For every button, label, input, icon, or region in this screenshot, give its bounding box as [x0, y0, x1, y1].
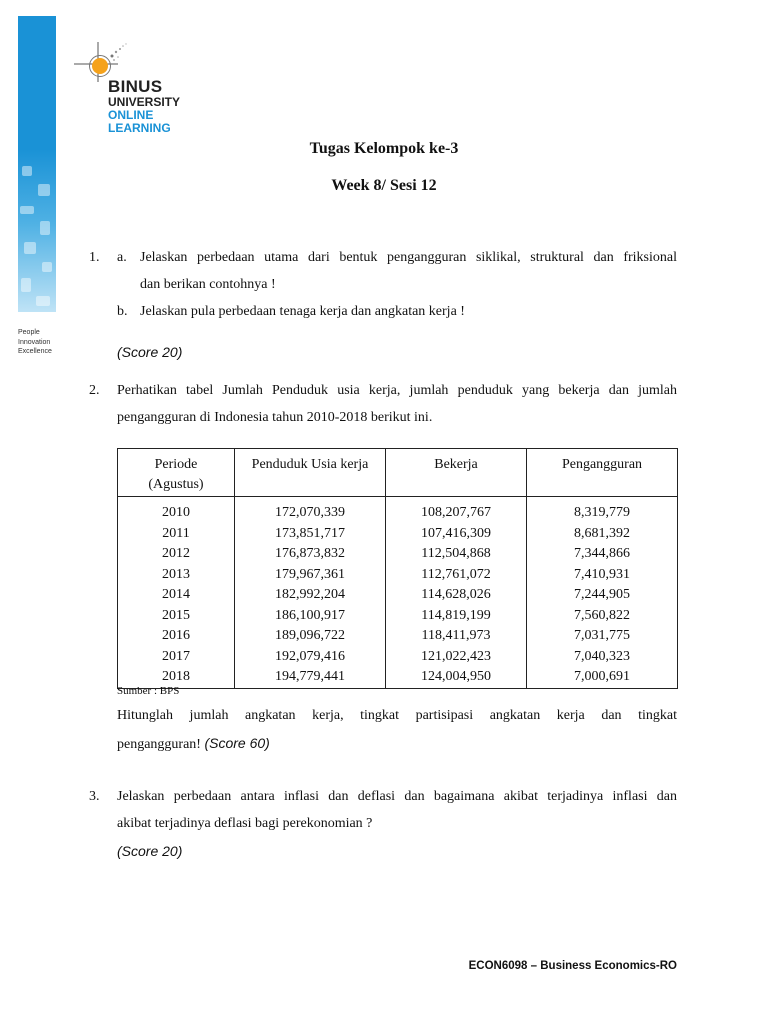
- tagline-excellence: Excellence: [18, 348, 52, 355]
- q3-number: 3.: [89, 789, 100, 804]
- logo-wordmark: [108, 78, 180, 135]
- table-row: [118, 626, 678, 647]
- cell-working-age: 173,851,717: [235, 524, 386, 545]
- table-row: [118, 647, 678, 668]
- cell-employed: 107,416,309: [386, 524, 527, 545]
- cell-working-age: 192,079,416: [235, 647, 386, 668]
- cell-employed: 118,411,973: [386, 626, 527, 647]
- tagline-innovation: Innovation: [18, 338, 51, 346]
- table-source: Sumber : BPS: [117, 685, 180, 697]
- col-header-penduduk: Penduduk Usia kerja: [235, 449, 386, 497]
- cell-unemployed: 7,560,822: [527, 606, 678, 627]
- col-header-periode: [118, 449, 235, 497]
- cell-working-age: 172,070,339: [235, 497, 386, 524]
- q1b-label: b.: [117, 304, 128, 319]
- col-header-bekerja: Bekerja: [386, 449, 527, 497]
- q1a-label: a.: [117, 250, 127, 265]
- cell-employed: 112,761,072: [386, 565, 527, 586]
- cell-year: 2011: [118, 524, 235, 545]
- table-row: [118, 585, 678, 606]
- col-header-periode-text: Periode (Agustus): [148, 457, 204, 492]
- cell-year: 2016: [118, 626, 235, 647]
- col-header-pengangguran: Pengangguran: [527, 449, 678, 497]
- document-title: Tugas Kelompok ke-3: [309, 140, 459, 157]
- cell-working-age: 186,100,917: [235, 606, 386, 627]
- cell-working-age: 176,873,832: [235, 544, 386, 565]
- table-row: [118, 524, 678, 545]
- cell-working-age: 179,967,361: [235, 565, 386, 586]
- logo-learning: LEARNING: [108, 121, 171, 135]
- cell-employed: 124,004,950: [386, 667, 527, 688]
- cell-unemployed: 7,040,323: [527, 647, 678, 668]
- cell-year: 2012: [118, 544, 235, 565]
- cell-working-age: 194,779,441: [235, 667, 386, 688]
- cell-year: 2015: [118, 606, 235, 627]
- table-row: [118, 606, 678, 627]
- q1a-line2: dan berikan contohnya !: [140, 277, 276, 292]
- cell-working-age: 182,992,204: [235, 585, 386, 606]
- q1a-line1: Jelaskan perbedaan utama dari bentuk pengangguran siklikal, struktural dan friksional: [140, 250, 677, 265]
- cell-year: 2018: [118, 667, 235, 688]
- cell-unemployed: 8,681,392: [527, 524, 678, 545]
- cell-employed: 114,628,026: [386, 585, 527, 606]
- table-header-row: [118, 449, 678, 497]
- sidebar-brand-band: [18, 16, 56, 312]
- cell-year: 2013: [118, 565, 235, 586]
- q2-score: (Score 60): [204, 735, 270, 751]
- q2-task-line2-wrap: [117, 729, 270, 759]
- logo-online: ONLINE: [108, 108, 154, 122]
- document-subtitle: Week 8/ Sesi 12: [331, 177, 437, 194]
- q1-score: (Score 20): [117, 344, 183, 360]
- q3-score: (Score 20): [117, 843, 183, 859]
- tagline: [18, 328, 78, 357]
- table-row: [118, 667, 678, 688]
- q3-line1: Jelaskan perbedaan antara inflasi dan deflasi dan bagaimana akibat terjadinya inflasi dan: [117, 789, 677, 804]
- q2-task-line2: pengangguran!: [117, 737, 201, 752]
- cell-unemployed: 7,031,775: [527, 626, 678, 647]
- cell-year: 2014: [118, 585, 235, 606]
- q2-intro-line1: Perhatikan tabel Jumlah Penduduk usia kerja, jumlah penduduk yang bekerja dan jumlah: [117, 383, 677, 398]
- table-row: [118, 565, 678, 586]
- cell-year: 2017: [118, 647, 235, 668]
- logo-binus: BINUS: [108, 77, 163, 96]
- cell-year: 2010: [118, 497, 235, 524]
- cell-unemployed: 7,244,905: [527, 585, 678, 606]
- q1b-text: Jelaskan pula perbedaan tenaga kerja dan angkatan kerja !: [140, 304, 465, 319]
- cell-employed: 108,207,767: [386, 497, 527, 524]
- table-row: [118, 497, 678, 524]
- tagline-people: People: [18, 329, 40, 336]
- cell-unemployed: 7,344,866: [527, 544, 678, 565]
- table-row: [118, 544, 678, 565]
- cell-unemployed: 8,319,779: [527, 497, 678, 524]
- q1-number: 1.: [89, 250, 100, 265]
- footer-course: ECON6098 – Business Economics-RO: [468, 960, 677, 972]
- cell-employed: 114,819,199: [386, 606, 527, 627]
- logo-university: UNIVERSITY: [108, 95, 181, 109]
- employment-table: [117, 448, 678, 689]
- cell-unemployed: 7,000,691: [527, 667, 678, 688]
- cell-unemployed: 7,410,931: [527, 565, 678, 586]
- q2-intro-line2: pengangguran di Indonesia tahun 2010-2018 berikut ini.: [117, 410, 433, 425]
- q3-line2: akibat terjadinya deflasi bagi perekonomian ?: [117, 816, 373, 831]
- cell-employed: 112,504,868: [386, 544, 527, 565]
- cell-working-age: 189,096,722: [235, 626, 386, 647]
- q2-task-line1: Hitunglah jumlah angkatan kerja, tingkat partisipasi angkatan kerja dan tingkat: [117, 708, 677, 723]
- cell-employed: 121,022,423: [386, 647, 527, 668]
- q2-number: 2.: [89, 383, 100, 398]
